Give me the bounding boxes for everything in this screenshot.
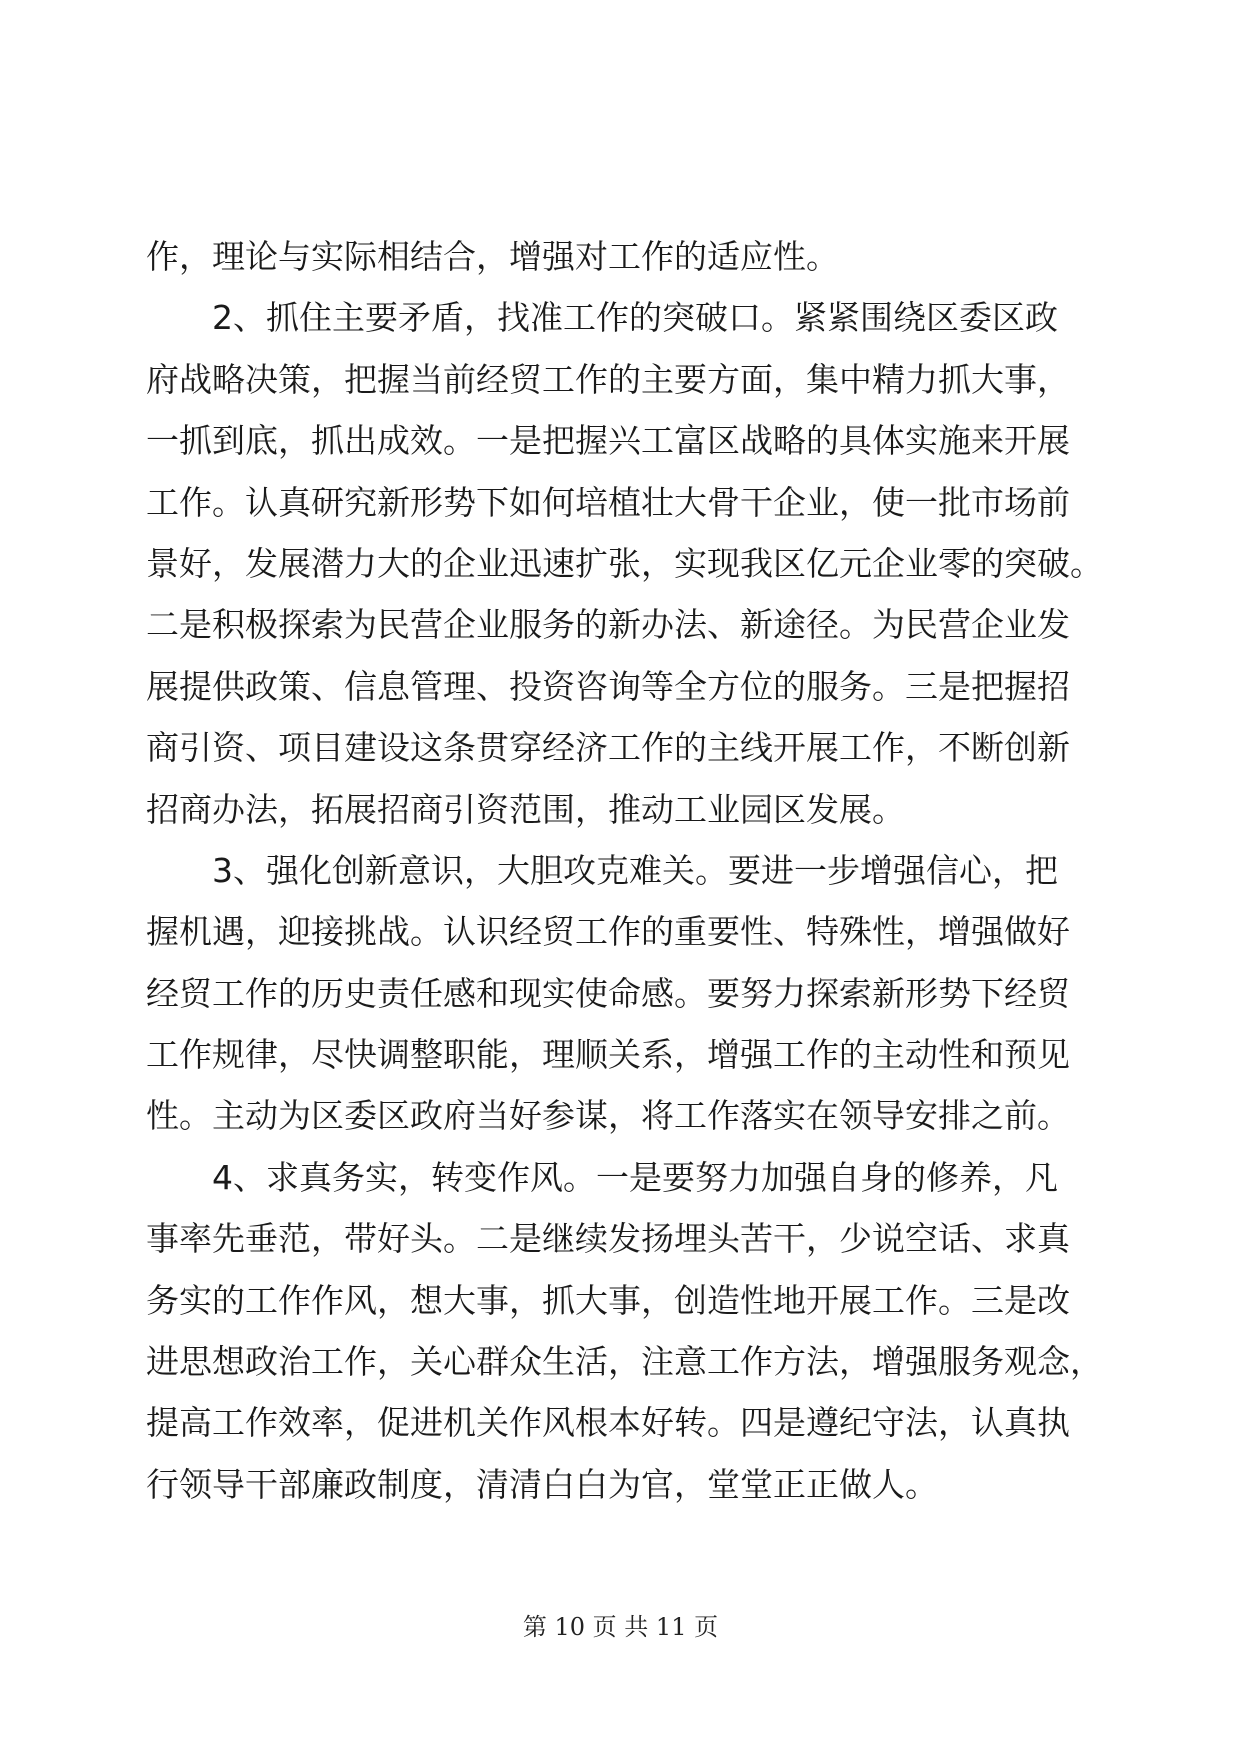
text-line: 行领导干部廉政制度，清清白白为官，堂堂正正做人。 bbox=[146, 1464, 938, 1504]
text-line: 进思想政治工作，关心群众生活，注意工作方法，增强服务观念， bbox=[146, 1342, 1103, 1382]
text-line: 4、求真务实，转变作风。一是要努力加强自身的修养，凡 bbox=[146, 1157, 1058, 1197]
text-line: 作，理论与实际相结合，增强对工作的适应性。 bbox=[146, 237, 839, 276]
text-line: 一抓到底，抓出成效。一是把握兴工富区战略的具体实施来开展 bbox=[146, 421, 1070, 461]
text-line: 工作规律，尽快调整职能，理顺关系，增强工作的主动性和预见 bbox=[146, 1035, 1070, 1075]
page-footer: 第 10 页 共 11 页 bbox=[522, 1613, 719, 1641]
text-line: 提高工作效率，促进机关作风根本好转。四是遵纪守法，认真执 bbox=[146, 1403, 1070, 1443]
text-line: 性。主动为区委区政府当好参谋，将工作落实在领导安排之前。 bbox=[146, 1096, 1070, 1136]
text-line: 务实的工作作风，想大事，抓大事，创造性地开展工作。三是改 bbox=[146, 1280, 1070, 1320]
text-line: 商引资、项目建设这条贯穿经济工作的主线开展工作，不断创新 bbox=[146, 728, 1070, 768]
text-line: 经贸工作的历史责任感和现实使命感。要努力探索新形势下经贸 bbox=[146, 973, 1070, 1013]
text-line: 3、强化创新意识，大胆攻克难关。要进一步增强信心，把 bbox=[146, 850, 1058, 890]
text-line: 二是积极探索为民营企业服务的新办法、新途径。为民营企业发 bbox=[146, 605, 1070, 645]
text-line: 握机遇，迎接挑战。认识经贸工作的重要性、特殊性，增强做好 bbox=[146, 912, 1070, 952]
text-line: 事率先垂范，带好头。二是继续发扬埋头苦干，少说空话、求真 bbox=[146, 1219, 1070, 1259]
body-text bbox=[146, 226, 1106, 1515]
text-line: 工作。认真研究新形势下如何培植壮大骨干企业，使一批市场前 bbox=[146, 482, 1070, 522]
text-line: 2、抓住主要矛盾，找准工作的突破口。紧紧围绕区委区政 bbox=[146, 298, 1058, 338]
text-line: 景好，发展潜力大的企业迅速扩张，实现我区亿元企业零的突破。 bbox=[146, 543, 1103, 583]
text-line: 展提供政策、信息管理、投资咨询等全方位的服务。三是把握招 bbox=[146, 666, 1070, 706]
text-line: 招商办法，拓展招商引资范围，推动工业园区发展。 bbox=[146, 789, 905, 829]
text-line: 府战略决策，把握当前经贸工作的主要方面，集中精力抓大事， bbox=[146, 359, 1070, 399]
